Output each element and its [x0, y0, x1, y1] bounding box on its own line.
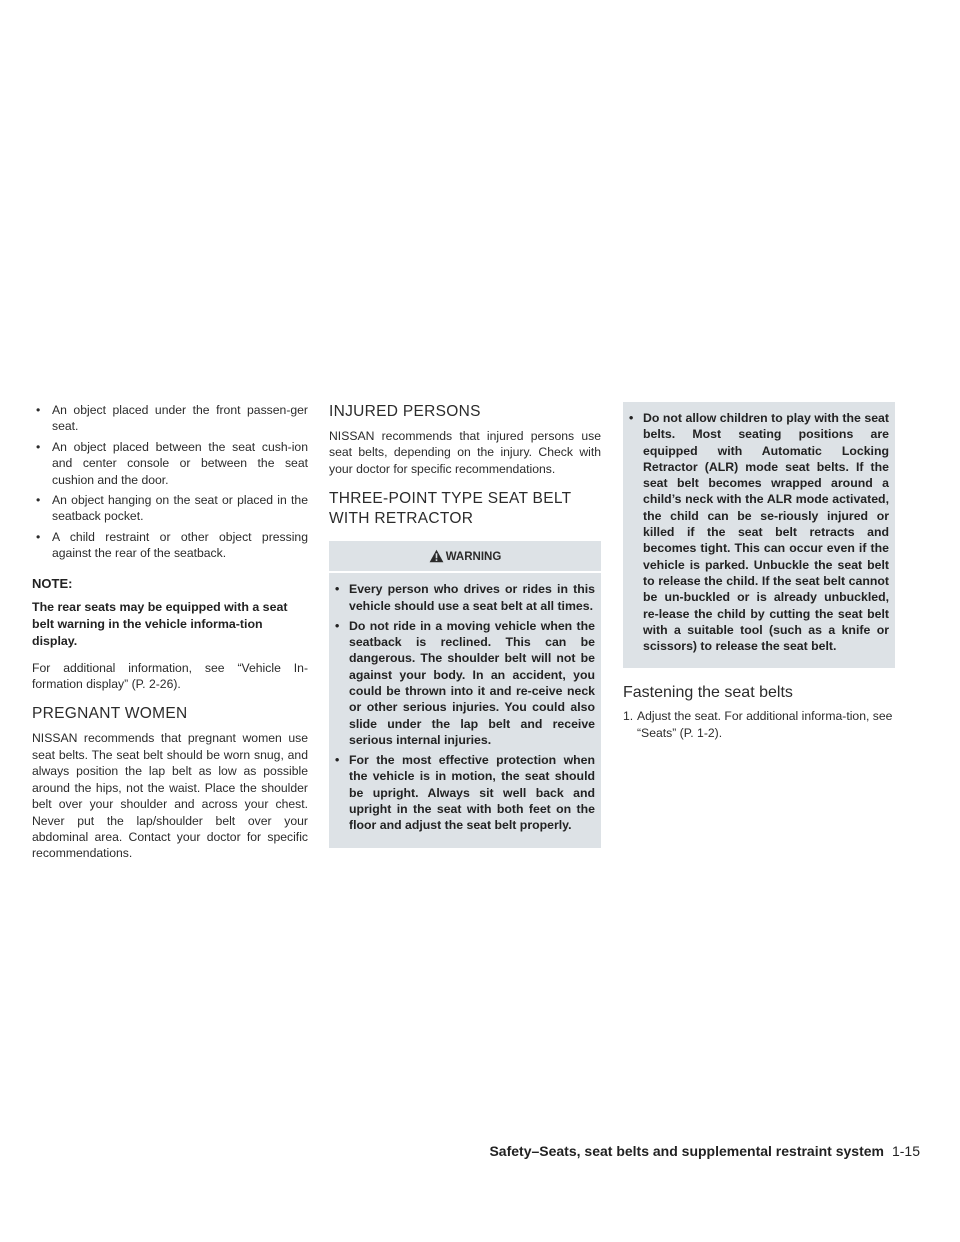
column-right — [623, 402, 895, 741]
page-number: 1-15 — [891, 1143, 920, 1159]
column-middle — [329, 402, 601, 848]
warning-box-continued — [623, 402, 895, 668]
warning-triangle-icon — [429, 549, 444, 563]
warning-label: WARNING — [445, 551, 502, 564]
pregnant-women-text: NISSAN recommends that pregnant women use seat belts. The seat belt should be worn snug, and always position the lap belt as low as possible around the hips, not the waist. Place the shoulder belt over your shoulder and across your chest. Never put the lap/shoulder belt over your abdominal area. Contact your doctor for specific recommendations. — [32, 731, 308, 861]
warning-item: • Do not allow children to play with the seat belts. Most seating positions are equipped with Automatic Locking Retractor (ALR) mode seat belts. If the seat belt becomes wrapped around a child’s neck with the ALR mode activated, the child can be se-riously injured or killed if the seat belt retracts and becomes tight. This can occur even if the vehicle is parked. Unbuckle the seat belt to release the child. If the seat belt cannot be un-buckled or is already unbuckled, re-lease the child by cutting the seat belt with a suitable tool (such as a knife or scissors) to release the seat belt. — [629, 410, 889, 654]
list-item: • A child restraint or other object pressing against the rear of the seatback. — [32, 529, 308, 562]
note-bold-text: The rear seats may be equipped with a seat belt warning in the vehicle informa-tion display. — [32, 599, 288, 648]
pregnant-women-heading: PREGNANT WOMEN — [32, 705, 188, 723]
injured-persons-text: NISSAN recommends that injured persons use seat belts, depending on the injury. Check with your doctor for specific recommendations. — [329, 429, 601, 476]
fastening-heading: Fastening the seat belts — [623, 684, 793, 702]
page-footer — [489, 1143, 920, 1159]
column-left — [32, 402, 308, 870]
list-item: • An object placed under the front passen-ger seat. — [32, 402, 308, 435]
list-item: • An object placed between the seat cush-ion and center console or between the seat cushion and the door. — [32, 439, 308, 488]
three-point-belt-heading: THREE-POINT TYPE SEAT BELT WITH RETRACTOR — [329, 490, 572, 528]
warning-item: • Do not ride in a moving vehicle when the seatback is reclined. This can be dangerous. The shoulder belt will not be against your body. In an accident, you could be thrown into it and re-ceive neck or other serious injuries. You could also slide under the lap belt and receive serious internal injuries. — [335, 618, 595, 748]
warning-item: • For the most effective protection when the vehicle is in motion, the seat should be upright. Always sit well back and upright in the seat with both feet on the floor and adjust the seat belt properly. — [335, 752, 595, 833]
object-bullet-list — [32, 402, 308, 562]
step-number: 1. — [623, 709, 634, 724]
step-item — [623, 708, 895, 741]
note-label: NOTE: — [32, 575, 73, 591]
steps-list — [623, 708, 895, 741]
warning-list — [335, 581, 595, 833]
footer-section-title: Safety–Seats, seat belts and supplemental restraint system — [489, 1143, 884, 1159]
list-item: • An object hanging on the seat or placed in the seatback pocket. — [32, 492, 308, 525]
warning-list — [629, 410, 889, 654]
note-text: For additional information, see “Vehicle In-formation display” (P. 2-26). — [32, 660, 308, 692]
warning-box — [329, 541, 601, 847]
warning-header — [329, 541, 601, 573]
warning-item: • Every person who drives or rides in this vehicle should use a seat belt at all times. — [335, 581, 595, 614]
injured-persons-heading: INJURED PERSONS — [329, 403, 481, 420]
step-text: Adjust the seat. For additional informa-tion, see “Seats” (P. 1-2). — [637, 709, 893, 740]
